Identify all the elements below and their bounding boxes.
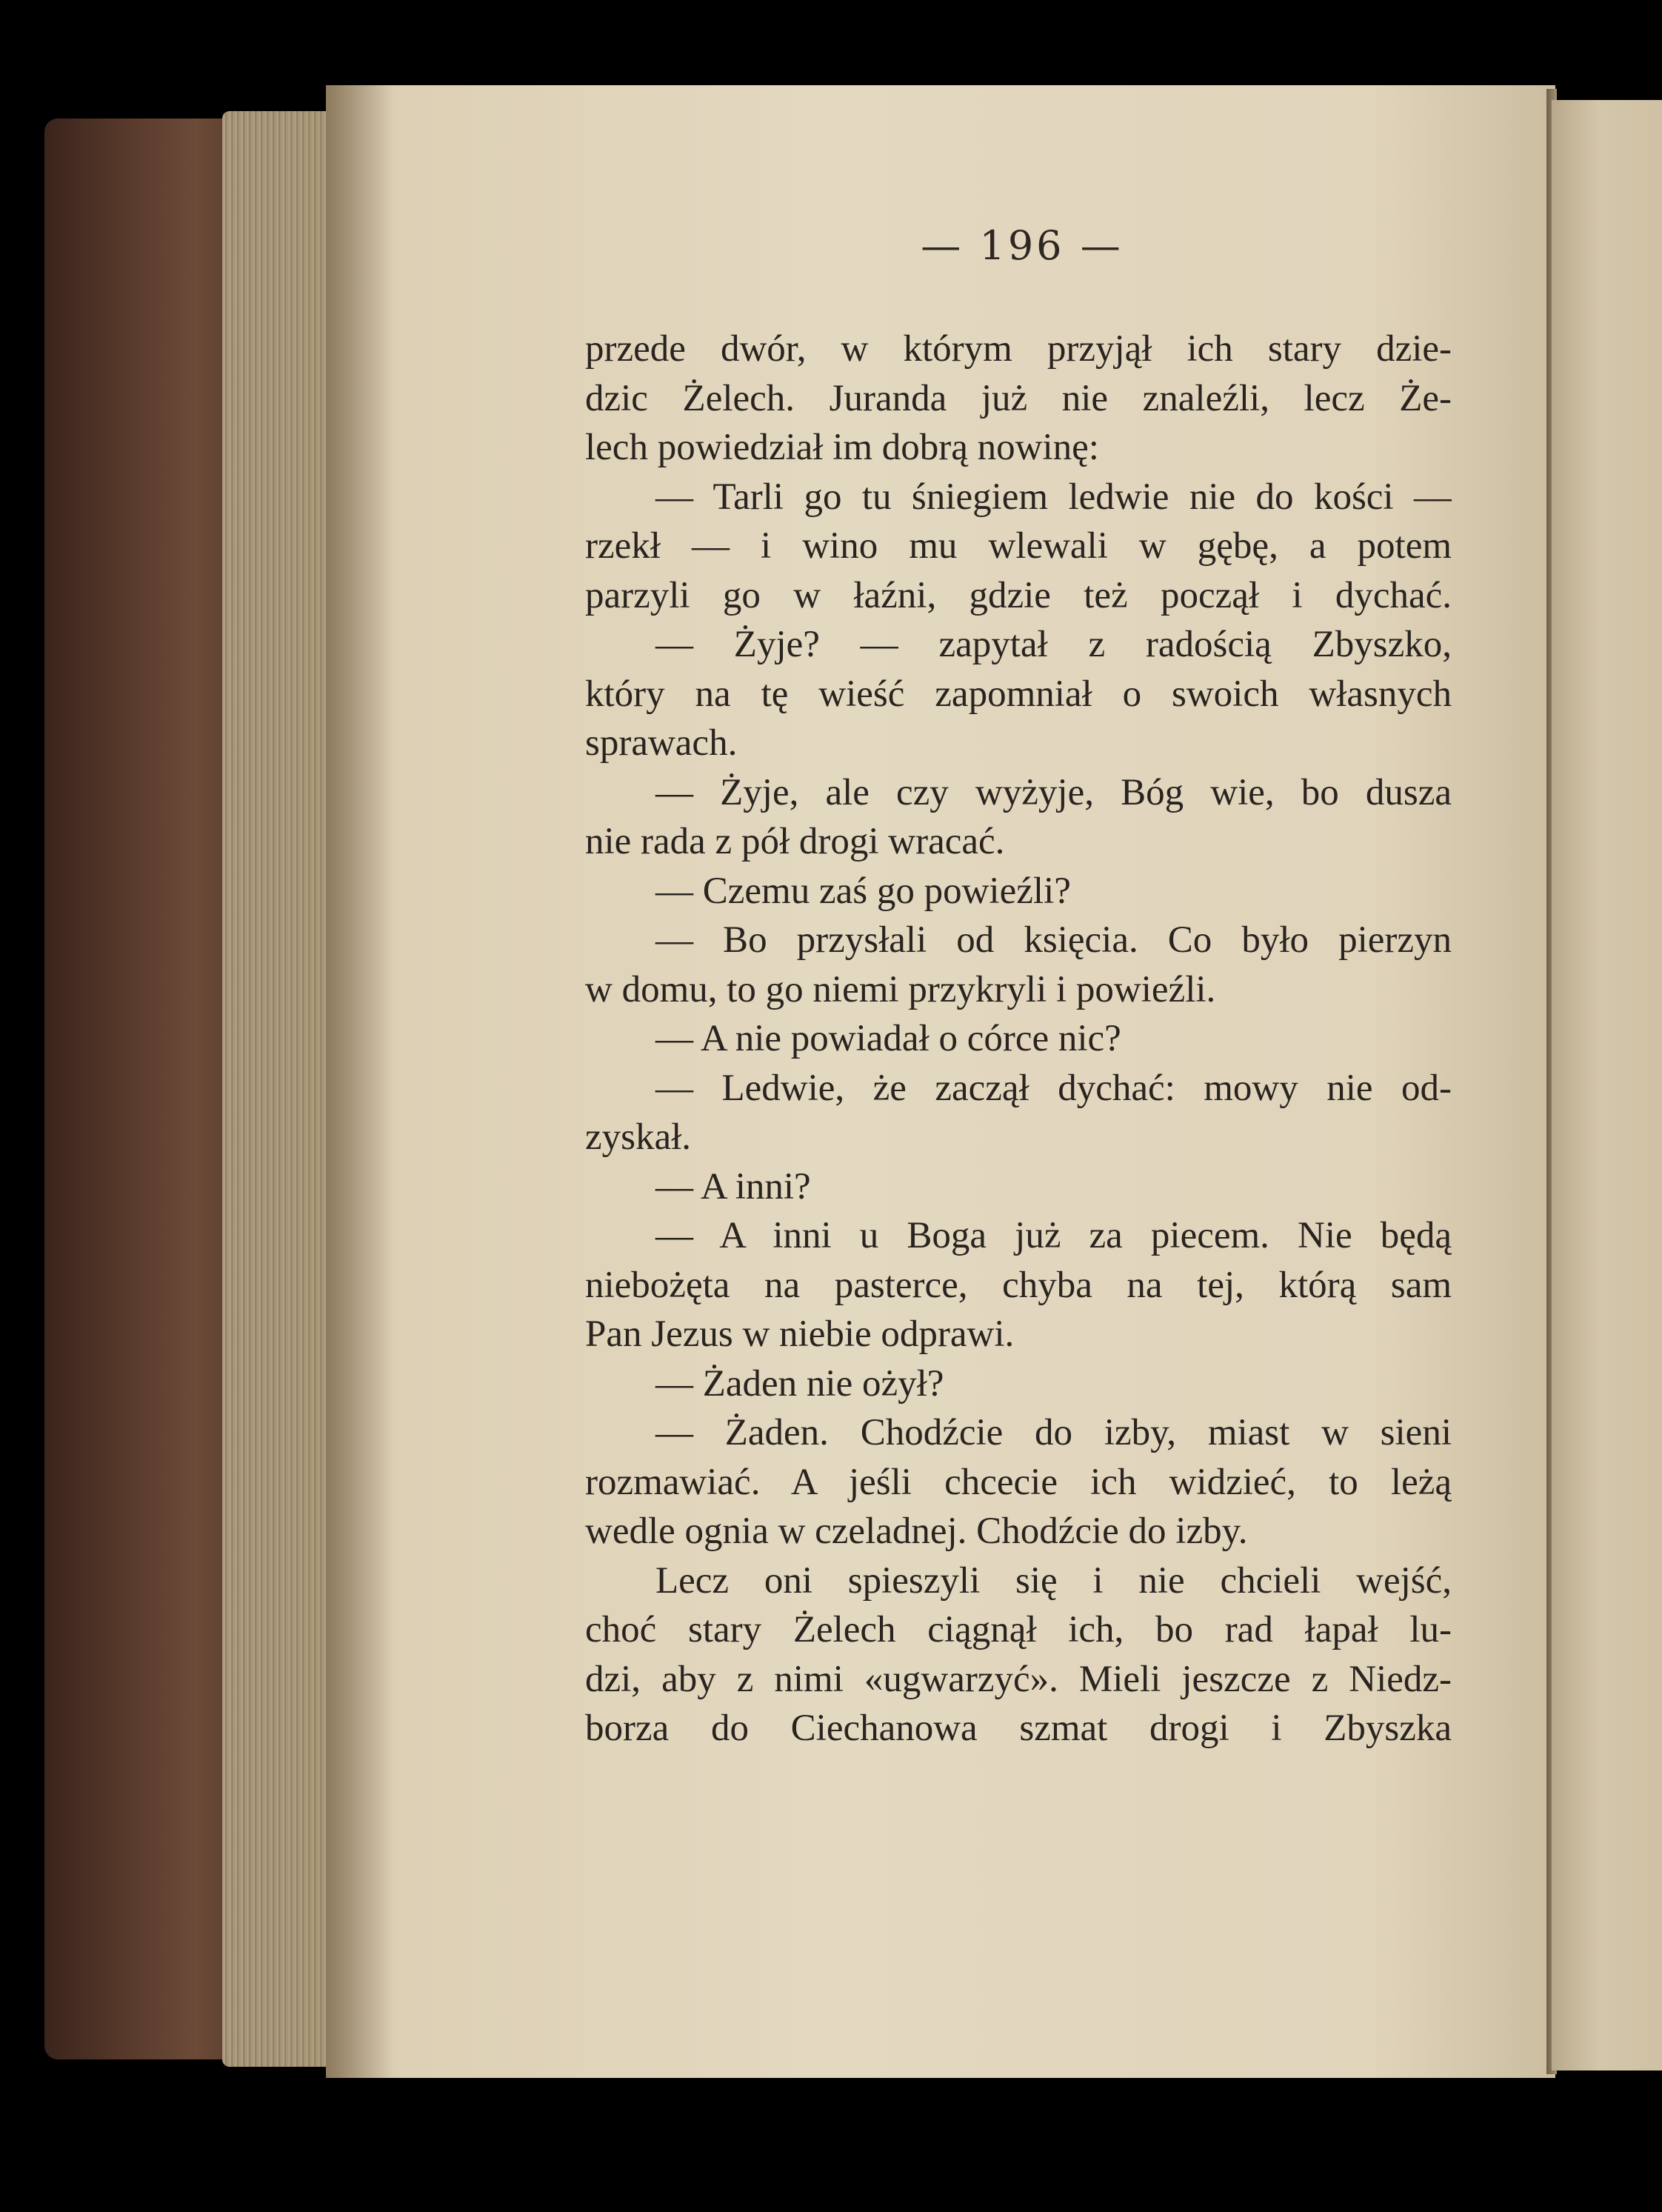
text-line: parzyli go w łaźni, gdzie też począł i dychać. — [585, 574, 1452, 616]
text-line: w domu, to go niemi przykryli i powieźli. — [585, 968, 1216, 1010]
text-line: wedle ognia w czeladnej. Chodźcie do izby. — [585, 1510, 1248, 1552]
text-line: — A nie powiadał o córce nic? — [655, 1018, 1121, 1059]
text-line: — Ledwie, że zaczął dychać: mowy nie od- — [655, 1067, 1452, 1109]
gutter-shadow — [326, 85, 393, 2078]
text-line: nie rada z pół drogi wracać. — [585, 821, 1005, 862]
text-line: — A inni u Boga już za piecem. Nie będą — [655, 1215, 1452, 1256]
page-number: — 196 — — [921, 222, 1124, 269]
text-line: — Żyje? — zapytał z radością Zbyszko, — [655, 624, 1452, 665]
text-line: lech powiedział im dobrą nowinę: — [585, 427, 1099, 468]
next-page-edge — [1552, 100, 1662, 2071]
text-line: rzekł — i wino mu wlewali w gębę, a potem — [585, 525, 1452, 567]
text-line: choć stary Żelech ciągnął ich, bo rad łapał lu- — [585, 1609, 1452, 1650]
text-line: Lecz oni spieszyli się i nie chcieli wejść, — [655, 1559, 1452, 1602]
text-line: który na tę wieść zapomniał o swoich własnych — [585, 673, 1452, 715]
text-line: niebożęta na pasterce, chyba na tej, którą sam — [585, 1264, 1452, 1306]
text-line: przede dwór, w którym przyjął ich stary dzie- — [585, 328, 1452, 370]
text-line: — A inni? — [655, 1165, 811, 1207]
text-line: — Czemu zaś go powieźli? — [655, 870, 1071, 912]
text-line: Pan Jezus w niebie odprawi. — [585, 1313, 1015, 1355]
text-line: dzi, aby z nimi «ugwarzyć». Mieli jeszcze z Niedz- — [585, 1658, 1452, 1700]
text-line: zyskał. — [585, 1116, 692, 1158]
text-line: — Żaden nie ożył? — [655, 1362, 944, 1405]
text-line: — Żaden. Chodźcie do izby, miast w sieni — [655, 1412, 1452, 1453]
text-line: — Żyje, ale czy wyżyje, Bóg wie, bo dusza — [655, 771, 1452, 813]
text-line: dzic Żelech. Juranda już nie znaleźli, lecz Że- — [585, 377, 1452, 419]
body-text — [585, 324, 1452, 1753]
text-line: borza do Ciechanowa szmat drogi i Zbyszka — [585, 1708, 1452, 1749]
text-line: sprawach. — [585, 722, 738, 764]
text-line: — Tarli go tu śniegiem ledwie nie do kości — — [655, 476, 1452, 518]
text-line: rozmawiać. A jeśli chcecie ich widzieć, to leżą — [585, 1461, 1452, 1503]
text-line: — Bo przysłali od księcia. Co było pierzyn — [655, 919, 1452, 961]
